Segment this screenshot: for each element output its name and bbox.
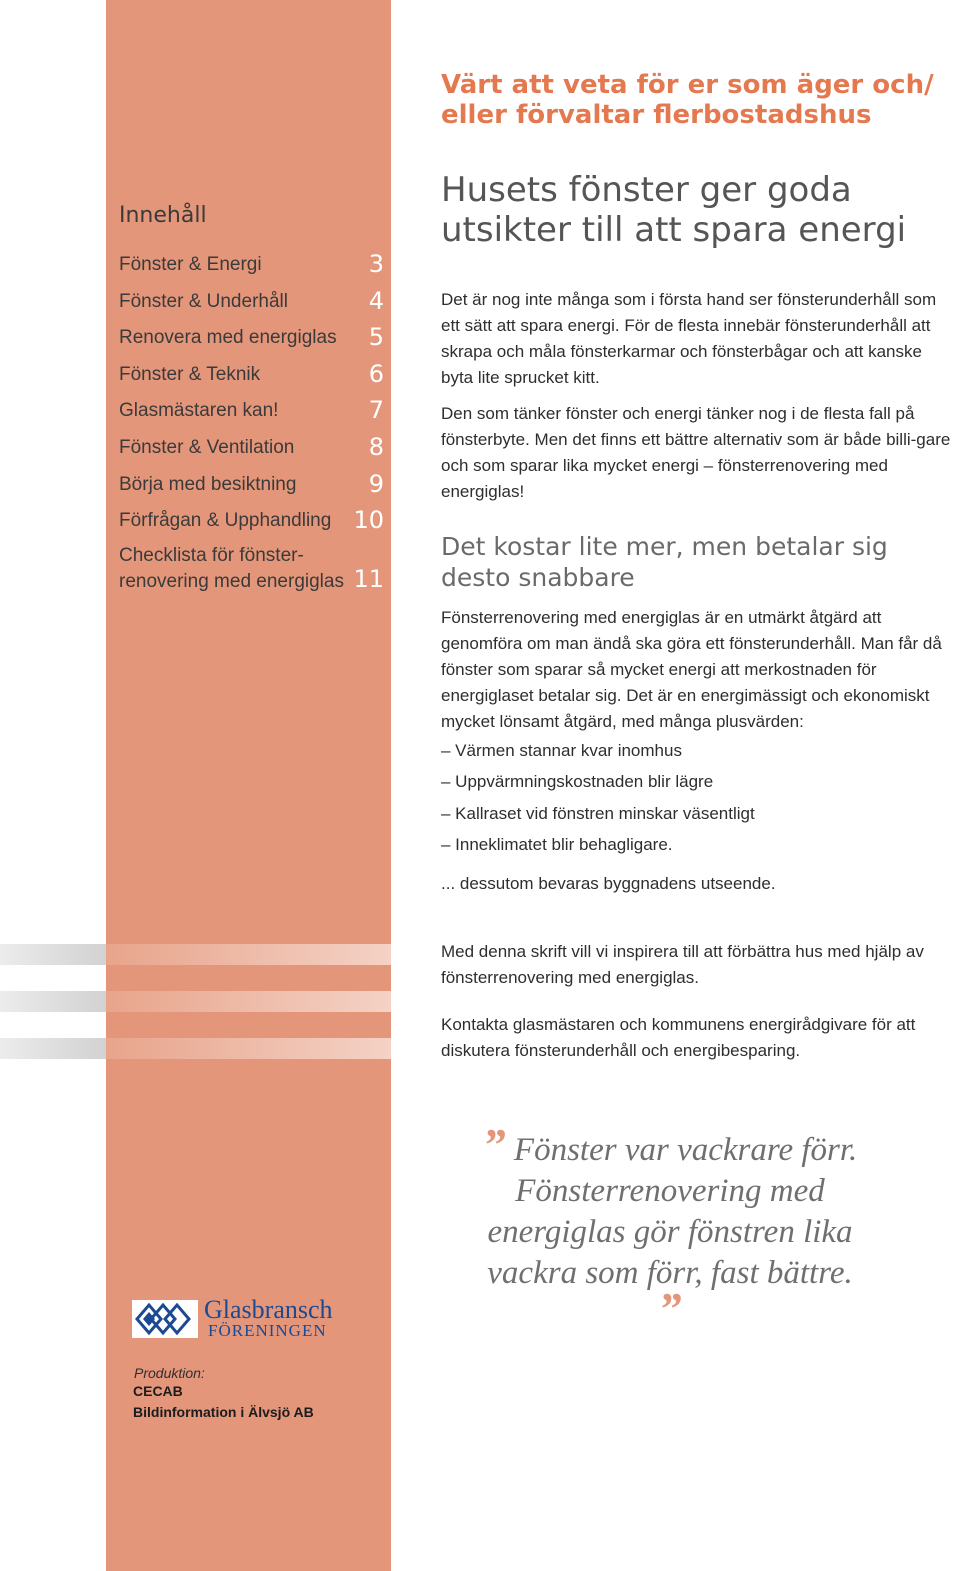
toc-item[interactable] xyxy=(119,396,384,433)
page-tagline: Värt att veta för er som äger och/ eller förvaltar flerbostadshus xyxy=(441,70,934,130)
toc-item-label: Fönster & Underhåll xyxy=(119,290,288,312)
article-paragraph: ... dessutom bevaras byggnadens utseende. xyxy=(441,874,776,893)
article-paragraph: Det är nog inte många som i första hand ser fönsterunderhåll som ett sätt att spara energi. För de flesta innebär fönsterunderhåll att skrapa och måla fönsterkarmar och fönsterbågar och att kanske byta lite sprucket kitt. xyxy=(441,290,937,387)
glasbransch-logo xyxy=(132,1297,347,1341)
toc-item-page: 5 xyxy=(368,323,384,352)
close-quote-mark: ” xyxy=(658,1283,682,1334)
diamond-logo-icon xyxy=(132,1300,198,1338)
article-paragraph: Fönsterrenovering med energiglas är en utmärkt åtgärd att genomföra om man ändå ska göra ett fönsterunderhåll. Man får då fönster som sparar så mycket energi att merkostnaden för energiglaset betalar sig. Det är en energimässigt och ekonomiskt mycket lönsamt åtgärd, med många plusvärden: xyxy=(441,608,942,731)
toc-item-label: Börja med besiktning xyxy=(119,473,297,495)
toc-item-label: Glasmästaren kan! xyxy=(119,400,279,422)
toc-item[interactable] xyxy=(119,433,384,470)
toc-item-label: Renovera med energiglas xyxy=(119,327,337,349)
toc-item-label: Checklista för fönster-renovering med energiglas xyxy=(119,544,344,592)
toc-item-page: 3 xyxy=(368,250,384,278)
toc-item-page: 8 xyxy=(368,432,384,461)
toc-item[interactable] xyxy=(119,360,384,397)
open-quote-mark: ” xyxy=(482,1119,506,1170)
toc-item[interactable] xyxy=(119,543,384,603)
decorative-stripe xyxy=(0,991,391,1012)
table-of-contents xyxy=(119,250,384,603)
toc-item-page: 9 xyxy=(368,469,384,498)
toc-item-page: 7 xyxy=(368,396,384,425)
production-label: Produktion: xyxy=(134,1365,205,1381)
toc-item-label: Fönster & Teknik xyxy=(119,363,261,385)
list-item: – Inneklimatet blir behagligare. xyxy=(441,834,673,854)
toc-item-label: Fönster & Energi xyxy=(119,254,262,275)
benefit-list xyxy=(441,741,755,866)
pull-quote-text: Fönster var vackrare förr. Fönsterrenovering med energiglas gör fönstren lika vackra som förr, fast bättre. xyxy=(487,1132,858,1291)
article-paragraph: Kontakta glasmästaren och kommunens energirådgivare för att diskutera fönsterunderhåll och energibesparing. xyxy=(441,1015,916,1060)
toc-item-page: 6 xyxy=(368,359,384,388)
toc-item-page: 4 xyxy=(368,286,384,315)
list-item: – Kallraset vid fönstren minskar väsentligt xyxy=(441,803,755,823)
logo-subname: FÖRENINGEN xyxy=(208,1321,327,1340)
article-subheading: Det kostar lite mer, men betalar sig desto snabbare xyxy=(441,532,888,592)
production-company: CECAB xyxy=(133,1383,183,1399)
toc-title: Innehåll xyxy=(119,203,207,228)
toc-item-label: Fönster & Ventilation xyxy=(119,436,295,458)
list-item: – Uppvärmningskostnaden blir lägre xyxy=(441,772,714,792)
toc-item-page: 10 xyxy=(353,506,384,535)
toc-item[interactable] xyxy=(119,287,384,324)
toc-item[interactable] xyxy=(119,470,384,507)
toc-item[interactable] xyxy=(119,506,384,543)
pull-quote xyxy=(480,1119,860,1335)
logo-name: Glasbransch xyxy=(204,1295,333,1324)
toc-item[interactable] xyxy=(119,323,384,360)
article-paragraph: Med denna skrift vill vi inspirera till att förbättra hus med hjälp av fönsterrenovering med energiglas. xyxy=(441,942,924,987)
decorative-stripe xyxy=(0,944,391,965)
article-heading: Husets fönster ger goda utsikter till att spara energi xyxy=(441,170,907,250)
article-paragraph: Den som tänker fönster och energi tänker nog i de flesta fall på fönsterbyte. Men det finns ett bättre alternativ som är både billi-gare och som sparar lika mycket energi – fönsterrenovering med energiglas! xyxy=(441,404,951,501)
production-company-detail: Bildinformation i Älvsjö AB xyxy=(133,1404,314,1420)
decorative-stripe xyxy=(0,1038,391,1059)
toc-item-label: Förfrågan & Upphandling xyxy=(119,510,332,532)
list-item: – Värmen stannar kvar inomhus xyxy=(441,741,682,760)
toc-item-page: 11 xyxy=(353,564,384,593)
toc-item[interactable] xyxy=(119,250,384,287)
